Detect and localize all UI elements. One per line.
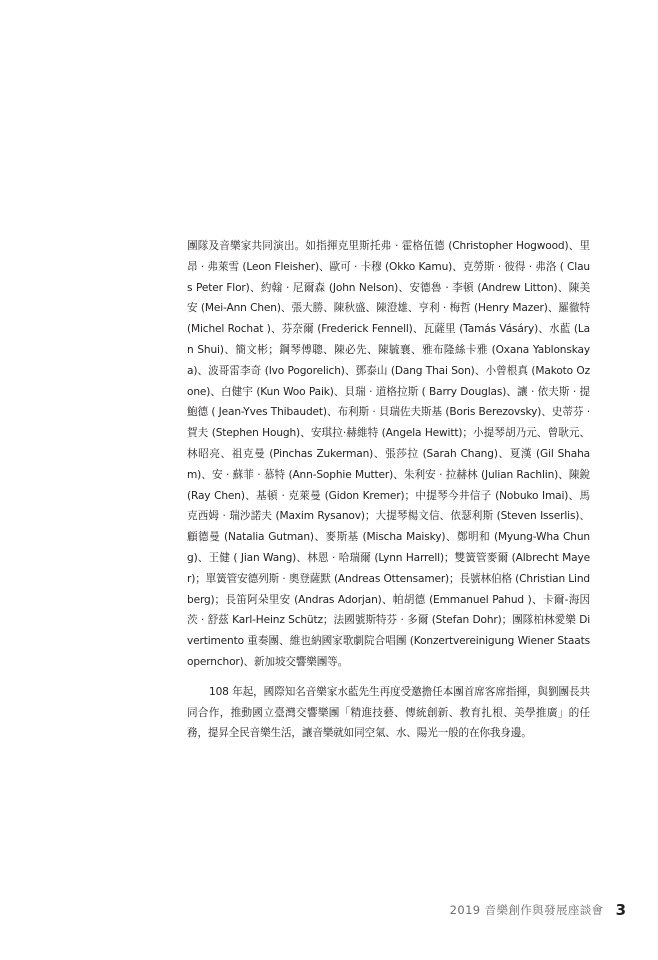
page-footer xyxy=(0,899,626,925)
paragraph-performers: 團隊及音樂家共同演出。如指揮克里斯托弗 ‧ 霍格伍德 (Christopher Hogwood)、里昂 ‧ 弗萊雪 (Leon Fleisher)、歐可 ‧ 卡穆 (Okko Kamu)、克勞斯 ‧ 彼得 ‧ 弗洛 ( Claus Peter Flor)、約翰 ‧ 尼爾森 (John Nelson)、安德魯 ‧ 李頓 (Andrew Litton)、陳美安 (Mei-Ann Chen)、張大勝、陳秋盛、陳澄雄、亨利 ‧ 梅哲 (Henry Mazer)、羅徹特 (Michel Rochat )、芬奈爾 (Frederick Fennell)、瓦薩里 (Tamás Vásáry)、水藍 (Lan Shui)、簡文彬；鋼琴傅聰、陳必先、陳毓襄、雅布隆絲卡雅 (Oxana Yablonskaya)、波哥雷李奇 (Ivo Pogorelich)、鄧泰山 (Dang Thai Son)、小曾根真 (Makoto Ozone)、白健宇 (Kun Woo Paik)、貝瑞 ‧ 道格拉斯 ( Barry Douglas)、讓 ‧ 依夫斯 ‧ 提鮑德 ( Jean-Yves Thibaudet)、布利斯 ‧ 貝瑞佐夫斯基 (Boris Berezovsky)、史蒂芬 ‧ 賀夫 (Stephen Hough)、安琪拉‧赫維特 (Angela Hewitt)；小提琴胡乃元、曾耿元、林昭亮、祖克曼 (Pinchas Zukerman)、張莎拉 (Sarah Chang)、夏漢 (Gil Shaham)、安 ‧ 蘇菲 ‧ 慕特 (Ann-Sophie Mutter)、朱利安 ‧ 拉赫林 (Julian Rachlin)、陳銳 (Ray Chen)、基頓 ‧ 克萊曼 (Gidon Kremer)；中提琴今井信子 (Nobuko Imai)、馬克西姆 ‧ 瑞沙諾夫 (Maxim Rysanov)；大提琴楊文信、依瑟利斯 (Steven Isserlis)、顧德曼 (Natalia Gutman)、麥斯基 (Mischa Maisky)、鄭明和 (Myung-Wha Chung)、王健 ( Jian Wang)、林恩 ‧ 哈瑞爾 (Lynn Harrell)；雙簧管麥爾 (Albrecht Mayer)；單簧管安德列斯 ‧ 奧登薩默 (Andreas Ottensamer)；長號林伯格 (Christian Lindberg)；長笛阿朵里安 (Andras Adorjan)、帕胡德 (Emmanuel Pahud )、卡爾-海因茨 ‧ 舒茲 Karl-Heinz Schütz；法國號斯特芬 ‧ 多爾 (Stefan Dohr)；團隊柏林愛樂 Divertimento 重奏團、維也納國家歌劇院合唱團 (Konzertvereinigung Wiener Staatsopernchor)、新加坡交響樂團等。 xyxy=(187,240,590,668)
footer-title: 2019 音樂創作與發展座談會 xyxy=(449,902,604,917)
body-text xyxy=(187,236,590,744)
page-number: 3 xyxy=(615,900,626,919)
paragraph-principal-guest-conductor: 108 年起，國際知名音樂家水藍先生再度受邀擔任本團首席客席指揮，與劉團長共同合作，推動國立臺灣交響樂團「精進技藝、傳統創新、教育扎根、美學推廣」的任務，提昇全民音樂生活，讓音樂就如同空氣、水、陽光一般的在你我身邊。 xyxy=(187,685,590,740)
